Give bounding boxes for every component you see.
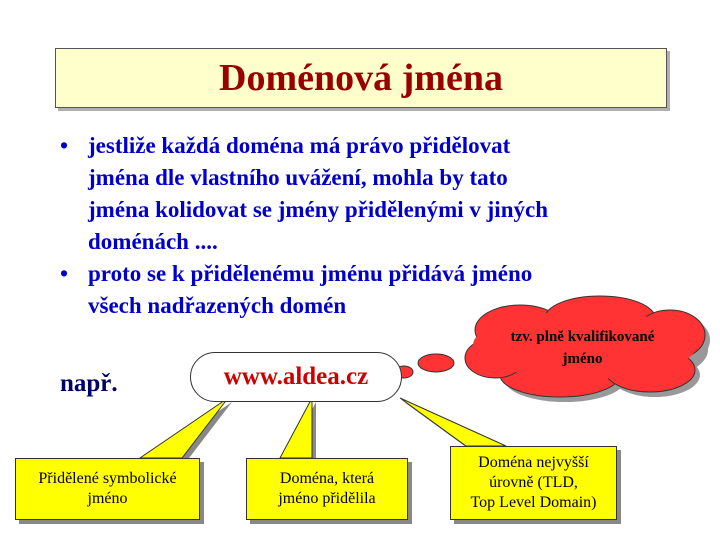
callout-2-line-1: Doména, která [279,470,375,487]
callout-2-pointer [280,398,312,458]
cloud-label [465,326,700,370]
page-title: Doménová jména [219,57,503,99]
callout-3-pointer [400,398,506,446]
callout-1-pointer [140,398,228,458]
callout-3-line-2: úrovně (TLD, [489,474,578,491]
domain-name-text: www.aldea.cz [223,363,369,390]
cloud-label-line-1: tzv. plně kvalifikované [510,329,655,345]
callout-1-line-1: Přidělené symbolické [38,470,177,487]
callout-3-line-1: Doména nejvyšší [478,454,589,471]
callout-symbolic-name [15,458,200,520]
bullet-dot: • [60,261,69,286]
bullet-1-line-4: doménách .... [88,229,218,254]
callout-3-line-3: Top Level Domain) [470,494,597,511]
bullet-2-line-1: proto se k přidělenému jménu přidává jméno [88,261,533,286]
bullet-1-line-1: jestliže každá doména má právo přidělovat [88,133,511,158]
cloud-label-line-2: jméno [562,351,603,367]
cloud-bubble-medium [418,354,454,372]
example-label: např. [60,370,118,397]
callout-1-line-2: jméno [87,490,128,507]
bullet-1-line-3: jména kolidovat se jmény přidělenými v jiných [88,197,548,222]
domain-name-box [190,352,402,402]
bullet-2-line-2: všech nadřazených domén [88,293,347,318]
bullet-1-line-2: jména dle vlastního uvážení, mohla by tato [88,165,508,190]
bullet-dot: • [60,133,69,158]
callout-top-level-domain [450,446,617,520]
callout-assigning-domain [246,458,408,520]
callout-2-line-2: jméno přidělila [278,490,376,507]
